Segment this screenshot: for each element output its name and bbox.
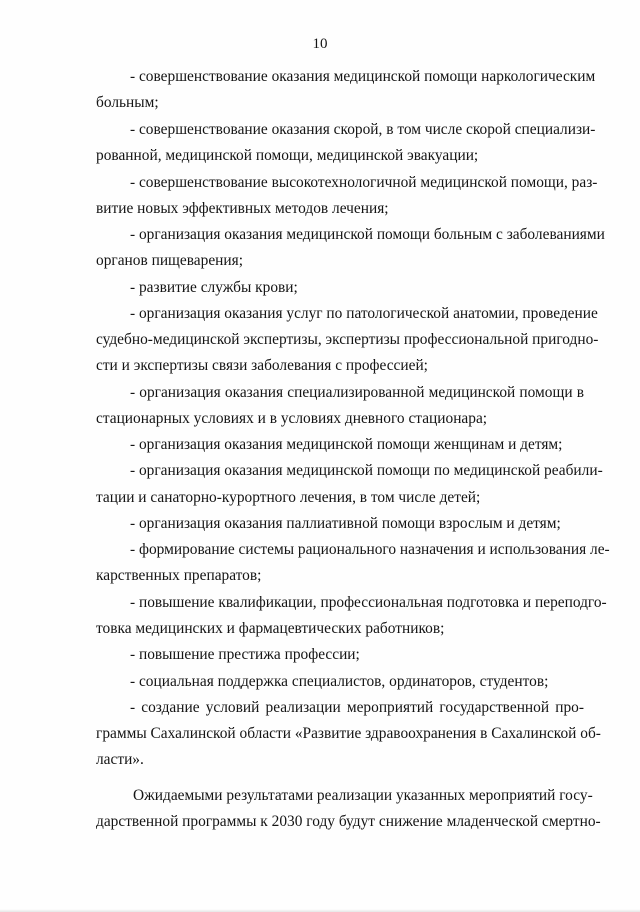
text-line: ласти». xyxy=(96,751,144,768)
text-line: судебно-медицинской экспертизы, экспертизы профессиональной пригодно- xyxy=(96,331,599,348)
text-line: тации и санаторно-курортного лечения, в том числе детей; xyxy=(96,489,481,506)
text-line: - повышение квалификации, профессиональная подготовка и переподго- xyxy=(130,594,607,611)
text-line: - развитие службы крови; xyxy=(130,279,298,296)
text-line: - организация оказания медицинской помощи больным с заболеваниями xyxy=(130,226,605,243)
text-line: карственных препаратов; xyxy=(96,567,262,584)
text-line: дарственной программы к 2030 году будут снижение младенческой смертно- xyxy=(96,813,601,830)
text-line: - совершенствование оказания медицинской помощи наркологическим xyxy=(130,68,596,85)
text-line: Ожидаемыми результатами реализации указанных мероприятий госу- xyxy=(133,787,593,804)
text-line: - формирование системы рационального назначения и использования ле- xyxy=(130,541,610,558)
text-line: - социальная поддержка специалистов, ординаторов, студентов; xyxy=(130,673,549,690)
text-line: - повышение престижа профессии; xyxy=(130,646,360,663)
text-line: - совершенствование высокотехнологичной медицинской помощи, раз- xyxy=(130,174,598,191)
text-line: рованной, медицинской помощи, медицинской эвакуации; xyxy=(96,147,479,164)
text-line: стационарных условиях и в условиях дневного стационара; xyxy=(96,410,488,427)
text-line: - организация оказания медицинской помощи по медицинской реабили- xyxy=(130,462,603,479)
text-line: витие новых эффективных методов лечения; xyxy=(96,200,389,217)
text-line: - совершенствование оказания скорой, в том числе скорой специализи- xyxy=(130,121,596,138)
text-line: больным; xyxy=(96,94,159,111)
text-line: - организация оказания специализированной медицинской помощи в xyxy=(130,384,584,401)
text-line: - организация оказания услуг по патологической анатомии, проведение xyxy=(130,305,598,322)
text-line: граммы Сахалинской области «Развитие здравоохранения в Сахалинской об- xyxy=(96,725,601,742)
page-number: 10 xyxy=(312,36,328,52)
text-line: - организация оказания медицинской помощи женщинам и детям; xyxy=(130,436,563,453)
text-line: - создание условий реализации мероприятий государственной про- xyxy=(130,699,584,716)
text-line: - организация оказания паллиативной помощи взрослым и детям; xyxy=(130,515,561,532)
text-line: сти и экспертизы связи заболевания с профессией; xyxy=(96,357,428,374)
text-line: товка медицинских и фармацевтических работников; xyxy=(96,620,445,637)
text-line: органов пищеварения; xyxy=(96,252,243,269)
